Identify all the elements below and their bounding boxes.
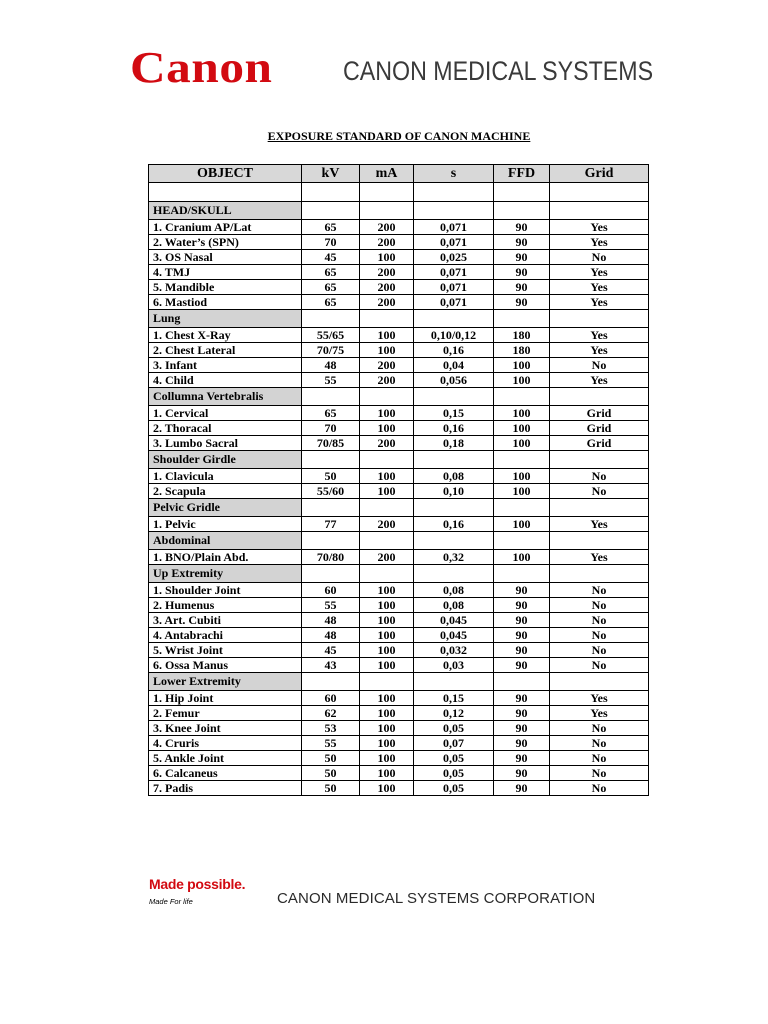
section-empty-cell (414, 388, 494, 406)
cell-ffd: 90 (494, 598, 550, 613)
section-row (149, 673, 649, 691)
table-row (149, 484, 649, 499)
cell-grid: No (550, 358, 649, 373)
cell-object: 3. Knee Joint (149, 721, 302, 736)
table-row (149, 295, 649, 310)
cell-grid: No (550, 250, 649, 265)
cell-kv: 55 (302, 373, 360, 388)
section-row (149, 388, 649, 406)
cell-ffd: 90 (494, 280, 550, 295)
cell-kv: 62 (302, 706, 360, 721)
cell-ma: 100 (360, 766, 414, 781)
section-row (149, 202, 649, 220)
cell-s: 0,08 (414, 469, 494, 484)
cell-kv: 65 (302, 295, 360, 310)
table-row (149, 658, 649, 673)
cell-ma: 200 (360, 550, 414, 565)
cell-ffd: 90 (494, 220, 550, 235)
cell-grid: Yes (550, 280, 649, 295)
cell-s: 0,15 (414, 691, 494, 706)
cell-object: 3. Art. Cubiti (149, 613, 302, 628)
column-header-ma: mA (360, 165, 414, 183)
cell-s: 0,32 (414, 550, 494, 565)
cell-kv: 65 (302, 406, 360, 421)
section-label: Pelvic Gridle (149, 499, 302, 517)
cell-grid: Grid (550, 406, 649, 421)
cell-s: 0,045 (414, 628, 494, 643)
section-empty-cell (494, 532, 550, 550)
cell-ma: 100 (360, 250, 414, 265)
cell-ma: 100 (360, 598, 414, 613)
cell-object: 6. Calcaneus (149, 766, 302, 781)
cell-object: 2. Humenus (149, 598, 302, 613)
cell-object: 2. Femur (149, 706, 302, 721)
cell-grid: No (550, 643, 649, 658)
section-empty-cell (494, 451, 550, 469)
table-row (149, 280, 649, 295)
table-row (149, 643, 649, 658)
table-row (149, 736, 649, 751)
cell-ma: 100 (360, 658, 414, 673)
cell-ffd: 100 (494, 406, 550, 421)
cell-kv: 65 (302, 280, 360, 295)
cell-grid: No (550, 469, 649, 484)
section-label: Shoulder Girdle (149, 451, 302, 469)
table-row (149, 250, 649, 265)
section-empty-cell (550, 202, 649, 220)
section-empty-cell (360, 673, 414, 691)
column-header-grid: Grid (550, 165, 649, 183)
document-title: EXPOSURE STANDARD OF CANON MACHINE (267, 129, 531, 143)
cell-s: 0,071 (414, 295, 494, 310)
cell-ma: 100 (360, 781, 414, 796)
cell-ffd: 90 (494, 628, 550, 643)
section-label: Up Extremity (149, 565, 302, 583)
table-row (149, 406, 649, 421)
cell-s: 0,10/0,12 (414, 328, 494, 343)
cell-s: 0,05 (414, 766, 494, 781)
cell-ma: 100 (360, 484, 414, 499)
table-row (149, 598, 649, 613)
cell-s: 0,025 (414, 250, 494, 265)
cell-grid: No (550, 781, 649, 796)
cell-kv: 50 (302, 469, 360, 484)
cell-grid: Yes (550, 295, 649, 310)
table-row (149, 628, 649, 643)
cell-ffd: 90 (494, 721, 550, 736)
cell-s: 0,03 (414, 658, 494, 673)
section-label: Abdominal (149, 532, 302, 550)
cell-s: 0,16 (414, 517, 494, 532)
cell-ma: 100 (360, 721, 414, 736)
cell-grid: No (550, 736, 649, 751)
cell-grid: No (550, 658, 649, 673)
column-header-object: OBJECT (149, 165, 302, 183)
table-row (149, 373, 649, 388)
section-empty-cell (550, 388, 649, 406)
cell-ma: 200 (360, 220, 414, 235)
cell-kv: 45 (302, 250, 360, 265)
cell-ma: 100 (360, 343, 414, 358)
cell-object: 6. Ossa Manus (149, 658, 302, 673)
cell-s: 0,071 (414, 265, 494, 280)
cell-kv: 48 (302, 358, 360, 373)
cell-s: 0,05 (414, 781, 494, 796)
cell-object: 1. Pelvic (149, 517, 302, 532)
cell-grid: Grid (550, 436, 649, 451)
cell-ma: 200 (360, 436, 414, 451)
cell-kv: 77 (302, 517, 360, 532)
cell-object: 7. Padis (149, 781, 302, 796)
cell-ma: 100 (360, 643, 414, 658)
section-label: Collumna Vertebralis (149, 388, 302, 406)
section-empty-cell (302, 565, 360, 583)
cell-ma: 200 (360, 235, 414, 250)
footer-tagline: Made For life (149, 897, 193, 906)
cell-grid: Yes (550, 550, 649, 565)
cell-s: 0,12 (414, 706, 494, 721)
cell-grid: Yes (550, 328, 649, 343)
column-header-ffd: FFD (494, 165, 550, 183)
cell-kv: 65 (302, 220, 360, 235)
cell-object: 2. Water’s (SPN) (149, 235, 302, 250)
table-row (149, 517, 649, 532)
cell-ffd: 90 (494, 613, 550, 628)
table-row (149, 343, 649, 358)
blank-cell (149, 183, 302, 202)
table-body (149, 183, 649, 796)
cell-grid: Yes (550, 706, 649, 721)
section-empty-cell (360, 499, 414, 517)
cell-ffd: 90 (494, 706, 550, 721)
cell-object: 3. Infant (149, 358, 302, 373)
section-empty-cell (360, 202, 414, 220)
section-empty-cell (414, 565, 494, 583)
footer-company: CANON MEDICAL SYSTEMS CORPORATION (277, 890, 596, 907)
cell-kv: 48 (302, 613, 360, 628)
table-row (149, 220, 649, 235)
section-row (149, 499, 649, 517)
section-empty-cell (550, 673, 649, 691)
section-empty-cell (494, 565, 550, 583)
cell-object: 1. Cervical (149, 406, 302, 421)
cell-object: 2. Thoracal (149, 421, 302, 436)
cell-ffd: 100 (494, 358, 550, 373)
cell-object: 2. Scapula (149, 484, 302, 499)
cell-kv: 50 (302, 766, 360, 781)
table-row (149, 766, 649, 781)
blank-cell (414, 183, 494, 202)
table-row (149, 235, 649, 250)
canon-logo: Canon (130, 43, 273, 92)
table-row (149, 706, 649, 721)
section-empty-cell (302, 451, 360, 469)
cell-kv: 55/60 (302, 484, 360, 499)
cell-ffd: 90 (494, 583, 550, 598)
cell-ffd: 180 (494, 343, 550, 358)
section-empty-cell (414, 499, 494, 517)
cell-object: 5. Ankle Joint (149, 751, 302, 766)
section-empty-cell (302, 202, 360, 220)
cell-kv: 70/75 (302, 343, 360, 358)
cell-object: 3. Lumbo Sacral (149, 436, 302, 451)
section-empty-cell (414, 673, 494, 691)
column-header-kv: kV (302, 165, 360, 183)
cell-object: 1. Clavicula (149, 469, 302, 484)
cell-object: 4. Child (149, 373, 302, 388)
cell-object: 1. BNO/Plain Abd. (149, 550, 302, 565)
table-row (149, 583, 649, 598)
section-empty-cell (550, 499, 649, 517)
cell-grid: No (550, 766, 649, 781)
table-row (149, 721, 649, 736)
footer-slogan: Made possible. (149, 876, 246, 892)
cell-s: 0,071 (414, 235, 494, 250)
cell-object: 1. Cranium AP/Lat (149, 220, 302, 235)
cell-object: 1. Shoulder Joint (149, 583, 302, 598)
section-row (149, 310, 649, 328)
cell-ffd: 100 (494, 550, 550, 565)
section-empty-cell (302, 532, 360, 550)
blank-cell (494, 183, 550, 202)
section-empty-cell (550, 565, 649, 583)
cell-kv: 50 (302, 751, 360, 766)
cell-kv: 60 (302, 691, 360, 706)
cell-s: 0,08 (414, 598, 494, 613)
cell-ffd: 100 (494, 469, 550, 484)
section-empty-cell (414, 451, 494, 469)
cell-object: 4. Antabrachi (149, 628, 302, 643)
cell-ma: 100 (360, 406, 414, 421)
cell-kv: 55/65 (302, 328, 360, 343)
cell-ffd: 90 (494, 265, 550, 280)
section-empty-cell (414, 202, 494, 220)
cell-ma: 200 (360, 280, 414, 295)
section-row (149, 565, 649, 583)
cell-ffd: 100 (494, 517, 550, 532)
column-header-s: s (414, 165, 494, 183)
cell-s: 0,056 (414, 373, 494, 388)
cell-object: 2. Chest Lateral (149, 343, 302, 358)
cell-ffd: 90 (494, 250, 550, 265)
cell-ffd: 90 (494, 751, 550, 766)
cell-s: 0,045 (414, 613, 494, 628)
section-label: Lung (149, 310, 302, 328)
cell-grid: No (550, 583, 649, 598)
cell-s: 0,032 (414, 643, 494, 658)
table-row (149, 781, 649, 796)
table-row (149, 328, 649, 343)
cell-kv: 65 (302, 265, 360, 280)
cell-kv: 55 (302, 598, 360, 613)
cell-grid: No (550, 613, 649, 628)
section-empty-cell (550, 451, 649, 469)
cell-ma: 100 (360, 328, 414, 343)
section-empty-cell (550, 532, 649, 550)
section-empty-cell (494, 673, 550, 691)
cell-ffd: 90 (494, 295, 550, 310)
cell-s: 0,15 (414, 406, 494, 421)
cell-ma: 100 (360, 469, 414, 484)
cell-ffd: 180 (494, 328, 550, 343)
section-empty-cell (360, 388, 414, 406)
cell-s: 0,071 (414, 220, 494, 235)
cell-grid: Grid (550, 421, 649, 436)
table-row (149, 436, 649, 451)
cell-object: 4. Cruris (149, 736, 302, 751)
cell-ma: 100 (360, 706, 414, 721)
cell-ma: 100 (360, 613, 414, 628)
table-row (149, 469, 649, 484)
cell-kv: 45 (302, 643, 360, 658)
section-empty-cell (360, 310, 414, 328)
cell-ffd: 100 (494, 484, 550, 499)
table-row (149, 550, 649, 565)
section-empty-cell (360, 451, 414, 469)
cell-ma: 200 (360, 517, 414, 532)
cell-ma: 200 (360, 295, 414, 310)
cell-ma: 200 (360, 373, 414, 388)
blank-cell (302, 183, 360, 202)
cell-kv: 55 (302, 736, 360, 751)
cell-grid: Yes (550, 265, 649, 280)
cell-s: 0,10 (414, 484, 494, 499)
cell-s: 0,18 (414, 436, 494, 451)
cell-grid: Yes (550, 220, 649, 235)
section-empty-cell (302, 673, 360, 691)
cell-s: 0,04 (414, 358, 494, 373)
cell-s: 0,16 (414, 343, 494, 358)
cell-s: 0,071 (414, 280, 494, 295)
cell-grid: No (550, 484, 649, 499)
cell-kv: 50 (302, 781, 360, 796)
table-row (149, 613, 649, 628)
cell-ma: 100 (360, 421, 414, 436)
cell-object: 4. TMJ (149, 265, 302, 280)
blank-row (149, 183, 649, 202)
cell-ma: 200 (360, 358, 414, 373)
cell-kv: 60 (302, 583, 360, 598)
cell-s: 0,05 (414, 721, 494, 736)
cell-s: 0,16 (414, 421, 494, 436)
cell-ma: 100 (360, 691, 414, 706)
cell-grid: No (550, 721, 649, 736)
cell-ma: 100 (360, 751, 414, 766)
cell-ma: 200 (360, 265, 414, 280)
section-empty-cell (550, 310, 649, 328)
table-row (149, 265, 649, 280)
cell-kv: 70 (302, 421, 360, 436)
cell-grid: Yes (550, 517, 649, 532)
cell-ffd: 100 (494, 436, 550, 451)
blank-cell (360, 183, 414, 202)
section-empty-cell (302, 388, 360, 406)
cell-grid: Yes (550, 373, 649, 388)
cell-grid: Yes (550, 235, 649, 250)
cell-kv: 70/80 (302, 550, 360, 565)
cell-ffd: 100 (494, 421, 550, 436)
cell-object: 5. Mandible (149, 280, 302, 295)
section-empty-cell (494, 499, 550, 517)
section-label: HEAD/SKULL (149, 202, 302, 220)
section-empty-cell (494, 310, 550, 328)
cell-grid: No (550, 751, 649, 766)
cell-s: 0,07 (414, 736, 494, 751)
section-empty-cell (414, 532, 494, 550)
company-header: CANON MEDICAL SYSTEMS (343, 56, 654, 86)
section-label: Lower Extremity (149, 673, 302, 691)
section-empty-cell (360, 565, 414, 583)
exposure-table (148, 164, 649, 796)
cell-grid: No (550, 598, 649, 613)
cell-ffd: 90 (494, 235, 550, 250)
cell-object: 6. Mastiod (149, 295, 302, 310)
cell-ffd: 90 (494, 643, 550, 658)
cell-kv: 70/85 (302, 436, 360, 451)
section-row (149, 451, 649, 469)
section-empty-cell (414, 310, 494, 328)
section-empty-cell (302, 310, 360, 328)
table-header-row (149, 165, 649, 183)
cell-s: 0,05 (414, 751, 494, 766)
cell-kv: 43 (302, 658, 360, 673)
cell-grid: Yes (550, 691, 649, 706)
section-empty-cell (302, 499, 360, 517)
cell-grid: No (550, 628, 649, 643)
cell-ffd: 100 (494, 373, 550, 388)
cell-ma: 100 (360, 736, 414, 751)
cell-ffd: 90 (494, 766, 550, 781)
cell-object: 3. OS Nasal (149, 250, 302, 265)
cell-kv: 53 (302, 721, 360, 736)
cell-grid: Yes (550, 343, 649, 358)
cell-ffd: 90 (494, 658, 550, 673)
cell-ffd: 90 (494, 736, 550, 751)
cell-object: 1. Chest X-Ray (149, 328, 302, 343)
table-row (149, 751, 649, 766)
cell-ffd: 90 (494, 691, 550, 706)
cell-ffd: 90 (494, 781, 550, 796)
table-row (149, 421, 649, 436)
cell-s: 0,08 (414, 583, 494, 598)
section-empty-cell (360, 532, 414, 550)
cell-object: 5. Wrist Joint (149, 643, 302, 658)
table-row (149, 358, 649, 373)
blank-cell (550, 183, 649, 202)
section-row (149, 532, 649, 550)
table-row (149, 691, 649, 706)
cell-object: 1. Hip Joint (149, 691, 302, 706)
section-empty-cell (494, 202, 550, 220)
cell-kv: 70 (302, 235, 360, 250)
cell-kv: 48 (302, 628, 360, 643)
cell-ma: 100 (360, 583, 414, 598)
cell-ma: 100 (360, 628, 414, 643)
section-empty-cell (494, 388, 550, 406)
